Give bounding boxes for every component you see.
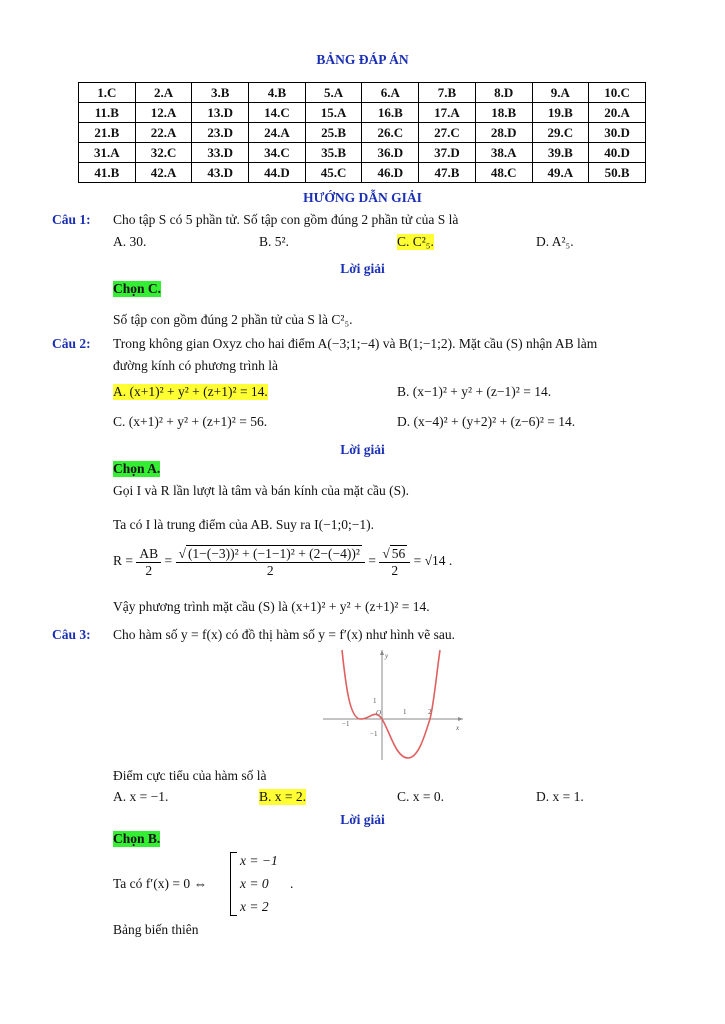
tick-2: 2 — [428, 708, 432, 716]
q2-option-c: C. (x+1)² + y² + (z+1)² = 56. — [113, 414, 268, 429]
answer-cell: 29.C — [532, 123, 589, 143]
derivative-graph — [318, 648, 468, 764]
cases-dot: . — [290, 876, 294, 891]
answer-cell: 48.C — [475, 163, 532, 183]
answer-cell: 20.A — [589, 103, 646, 123]
answer-cell: 9.A — [532, 83, 589, 103]
answer-cell: 50.B — [589, 163, 646, 183]
answer-row — [79, 83, 646, 103]
answer-cell: 15.A — [305, 103, 362, 123]
answer-cell: 17.A — [419, 103, 476, 123]
answer-key-title: BẢNG ĐÁP ÁN — [316, 52, 409, 67]
q2-solution-label: Lời giải — [340, 442, 385, 457]
answer-cell: 39.B — [532, 143, 589, 163]
q3-option-b: B. x = 2. — [259, 789, 306, 804]
answer-cell: 7.B — [419, 83, 476, 103]
cases-bracket — [230, 852, 237, 916]
answer-cell: 8.D — [475, 83, 532, 103]
q1-option-a: A. 30. — [113, 234, 147, 249]
ytick-neg1: −1 — [370, 730, 378, 738]
answer-cell: 18.B — [475, 103, 532, 123]
answer-cell: 35.B — [305, 143, 362, 163]
q1-explain: Số tập con gồm đúng 2 phần tử của S là C²₅. — [113, 312, 353, 327]
tick-1: 1 — [403, 708, 407, 716]
q3-chosen: Chọn B. — [113, 831, 161, 846]
answer-cell: 36.D — [362, 143, 419, 163]
answer-cell: 5.A — [305, 83, 362, 103]
origin-label: O — [376, 709, 382, 717]
ytick-1: 1 — [373, 697, 377, 705]
answer-cell: 19.B — [532, 103, 589, 123]
q3-solution-label: Lời giải — [340, 812, 385, 827]
answer-cell: 47.B — [419, 163, 476, 183]
q3-question: Điểm cực tiểu của hàm số là — [113, 768, 267, 783]
q1-label: Câu 1: — [52, 212, 91, 227]
x-axis-arrow-icon — [458, 717, 463, 721]
answer-cell: 25.B — [305, 123, 362, 143]
q2-explain-2: Ta có I là trung điểm của AB. Suy ra I(−1;0;−1). — [113, 517, 374, 532]
answer-cell: 37.D — [419, 143, 476, 163]
answer-cell: 16.B — [362, 103, 419, 123]
answer-cell: 31.A — [79, 143, 136, 163]
answer-cell: 6.A — [362, 83, 419, 103]
q1-solution-label: Lời giải — [340, 261, 385, 276]
answer-cell: 10.C — [589, 83, 646, 103]
radius-lhs: R = — [113, 553, 133, 569]
answer-cell: 34.C — [249, 143, 306, 163]
q2-label: Câu 2: — [52, 336, 91, 351]
y-label: y — [385, 652, 389, 660]
answer-row — [79, 163, 646, 183]
answer-cell: 44.D — [249, 163, 306, 183]
answer-cell: 42.A — [135, 163, 192, 183]
q3-option-c: C. x = 0. — [397, 789, 444, 804]
q2-chosen: Chọn A. — [113, 461, 161, 476]
answer-row — [79, 143, 646, 163]
answer-cell: 38.A — [475, 143, 532, 163]
answer-cell: 27.C — [419, 123, 476, 143]
q3-table-title: Bảng biến thiên — [113, 922, 199, 937]
answer-cell: 14.C — [249, 103, 306, 123]
q3-explain-1: Ta có f′(x) = 0 ⇔ — [113, 876, 207, 891]
q2-explain-4: Vậy phương trình mặt cầu (S) là (x+1)² + y² + (z+1)² = 14. — [113, 599, 430, 614]
answer-cell: 30.D — [589, 123, 646, 143]
q3-text: Cho hàm số y = f(x) có đồ thị hàm số y = f′(x) như hình vẽ sau. — [113, 627, 455, 642]
q1-option-d: D. A²₅. — [536, 234, 574, 249]
answer-cell: 45.C — [305, 163, 362, 183]
answer-cell: 49.A — [532, 163, 589, 183]
q1-chosen: Chọn C. — [113, 281, 162, 296]
y-axis-arrow-icon — [380, 650, 384, 655]
answer-row — [79, 123, 646, 143]
answer-cell: 32.C — [135, 143, 192, 163]
q2-text-2: đường kính có phương trình là — [113, 358, 279, 373]
fraction-root-over-2: $\frac{\text{√ (1−(−3))² + (−1−1)² + (2−(−4))²}}{2}$ — [176, 545, 365, 579]
q3-option-d: D. x = 1. — [536, 789, 584, 804]
answer-cell: 24.A — [249, 123, 306, 143]
case-2: x = 0 — [240, 876, 269, 891]
q1-text: Cho tập S có 5 phần tử. Số tập con gồm đúng 2 phần tử của S là — [113, 212, 459, 227]
answer-row — [79, 103, 646, 123]
answer-cell: 22.A — [135, 123, 192, 143]
answer-cell: 41.B — [79, 163, 136, 183]
answer-cell: 12.A — [135, 103, 192, 123]
q2-option-a: A. (x+1)² + y² + (z+1)² = 14. — [113, 384, 268, 399]
answer-cell: 40.D — [589, 143, 646, 163]
q3-label: Câu 3: — [52, 627, 91, 642]
answer-cell: 23.D — [192, 123, 249, 143]
answer-cell: 43.D — [192, 163, 249, 183]
q2-option-b: B. (x−1)² + y² + (z−1)² = 14. — [397, 384, 552, 399]
answer-cell: 28.D — [475, 123, 532, 143]
q2-option-d: D. (x−4)² + (y+2)² + (z−6)² = 14. — [397, 414, 576, 429]
answer-cell: 26.C — [362, 123, 419, 143]
answer-cell: 46.D — [362, 163, 419, 183]
tick-neg1: −1 — [342, 720, 350, 728]
q2-explain-1: Gọi I và R lần lượt là tâm và bán kính của mặt cầu (S). — [113, 483, 409, 498]
q2-radius-formula: R = $\frac{AB}{2}$ = $\frac{\text{√ (1−(−3))² + (−1−1)² + (2−(−4))²}}{2}$ = $\frac{√ 56}{2}$ = √14 . — [113, 545, 453, 578]
derivative-curve — [342, 650, 440, 758]
guide-title: HƯỚNG DẪN GIẢI — [303, 190, 422, 205]
fraction-ab-over-2: $\frac{AB}{2}$ — [136, 546, 161, 579]
q1-option-c: C. C²₅. — [397, 234, 434, 249]
answer-cell: 4.B — [249, 83, 306, 103]
q3-option-a: A. x = −1. — [113, 789, 169, 804]
answer-cell: 21.B — [79, 123, 136, 143]
x-label: x — [456, 724, 460, 732]
answer-key-table — [78, 82, 646, 183]
q2-text-1: Trong không gian Oxyz cho hai điểm A(−3;1;−4) và B(1;−1;2). Mặt cầu (S) nhận AB làm — [113, 336, 598, 351]
radius-result: = √14 . — [413, 553, 453, 569]
answer-cell: 2.A — [135, 83, 192, 103]
fraction-root56-over-2: $\frac{√ 56}{2}$ — [379, 545, 410, 579]
case-1: x = −1 — [240, 853, 278, 868]
answer-cell: 13.D — [192, 103, 249, 123]
q1-option-b: B. 5². — [259, 234, 289, 249]
answer-cell: 33.D — [192, 143, 249, 163]
answer-cell: 1.C — [79, 83, 136, 103]
answer-cell: 3.B — [192, 83, 249, 103]
answer-cell: 11.B — [79, 103, 136, 123]
case-3: x = 2 — [240, 899, 269, 914]
